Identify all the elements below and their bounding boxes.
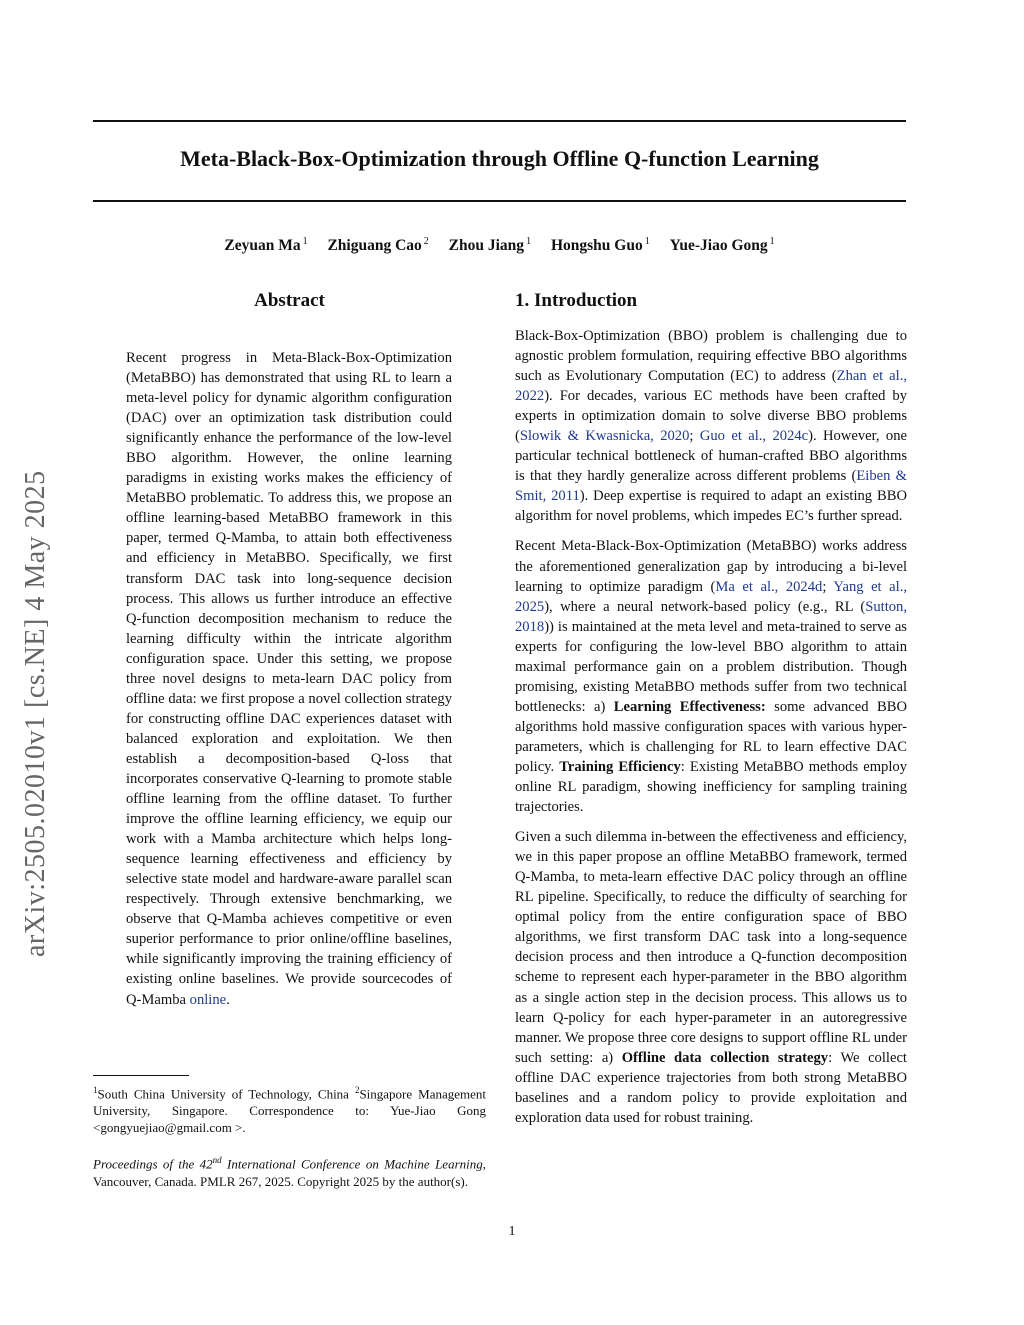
intro-paragraph-3: Given a such dilemma in-between the effectiveness and efficiency, we in this paper propose an offline MetaBBO framework, termed Q-Mamba, to meta-learn effective DAC policy through an offline RL pipeline. Specifically, to reduce the difficulty of searching for optimal policy from the entire configuration space of BBO algorithms, we first transform DAC task into a long-sequence decision process and then introduce a Q-function decomposition scheme to represent each hyper-parameter in the BBO algorithm as a single action step in the decision process. This allows us to learn Q-policy for each hyper-parameter in an autoregressive manner. We propose three core designs to support offline RL under such setting: a) Offline data collection strategy: We collect offline DAC experience trajectories from both strong MetaBBO baselines and a random policy to provide exploitation and exploration data used for robust training. [515,829,907,1126]
citation-link[interactable]: Zhan et al., 2022 [515,368,907,405]
arxiv-identifier-stamp: arXiv:2505.02010v1 [cs.NE] 4 May 2025 [20,470,51,957]
source-code-link[interactable]: online [189,991,227,1008]
citation-link[interactable]: Slowik & Kwasnicka, 2020 [519,428,690,445]
author: Zeyuan Ma $^1$ [224,236,308,255]
citation-link[interactable]: Yang et al., 2025 [515,578,907,615]
page-number: 1 [508,1224,516,1239]
title-rule-bottom [93,200,906,202]
author: Zhiguang Cao $^2$ [327,236,429,255]
citation-link[interactable]: Eiben & Smit, 2011 [515,468,908,505]
right-column [515,290,907,1138]
citation-link[interactable]: Guo et al., 2024c [699,428,809,445]
paper-title: Meta-Black-Box-Optimization through Offline Q-function Learning [180,146,819,171]
introduction-heading: 1. Introduction [515,290,638,311]
citation-link[interactable]: Ma et al., 2024d [715,578,823,595]
footnotes [93,1082,486,1206]
title-rule-top [93,120,906,122]
author-list [93,236,906,255]
footnote-rule [93,1075,189,1076]
author: Hongshu Guo $^1$ [550,236,650,255]
citation-link[interactable]: Sutton, 2018 [515,598,907,635]
proceedings-footnote: Proceedings of the 42nd International Conference on Machine Learning, Vancouver, Canada. PMLR 267, 2025. Copyright 2025 by the author(s). [93,1155,486,1189]
abstract-heading: Abstract [254,290,325,311]
intro-paragraph-2: Recent Meta-Black-Box-Optimization (MetaBBO) works address the aforementioned generalization gap by introducing a bi-level learning to optimize paradigm (Ma et al., 2024d; Yang et al., 2025), where a neural network-based policy (e.g., RL (Sutton, 2018)) is maintained at the meta level and meta-trained to serve as experts for configuring the low-level BBO algorithm to attain maximal performance gain on a problem distribution. Though promising, existing MetaBBO methods suffer from two technical bottlenecks: a) Learning Effectiveness: some advanced BBO algorithms hold massive configuration spaces with various hyper-parameters, which is challenging for RL to learn effective DAC policy. Training Efficiency: Existing MetaBBO methods employ online RL paradigm, showing inefficiency for sampling training trajectories. [515,538,907,816]
author: Yue-Jiao Gong $^1$ [669,236,775,255]
abstract-body: Recent progress in Meta-Black-Box-Optimization (MetaBBO) has demonstrated that using RL to learn a meta-level policy for dynamic algorithm configuration (DAC) over an optimization task distribution could significantly enhance the performance of the low-level BBO algorithm. However, the online learning paradigms in existing works makes the efficiency of MetaBBO problematic. To address this, we propose an offline learning-based MetaBBO framework in this paper, termed Q-Mamba, to attain both effectiveness and efficiency in MetaBBO. Specifically, we first transform DAC task into long-sequence decision process. This allows us further introduce an effective Q-function decomposition mechanism to reduce the learning difficulty within the intricate algorithm configuration space. Under this setting, we propose three novel designs to meta-learn DAC policy from offline data: we first propose a novel collection strategy for constructing offline DAC experiences dataset with balanced exploration and exploitation. We then establish a decomposition-based Q-loss that incorporates conservative Q-learning to promote stable offline learning from the offline dataset. To further improve the offline learning efficiency, we equip our work with a Mamba architecture which helps long-sequence learning effectiveness and efficiency by selective state model and hardware-aware parallel scan respectively. Through extensive benchmarking, we observe that Q-Mamba achieves competitive or even superior performance to prior online/offline baselines, while significantly improving the training efficiency of existing online baselines. We provide sourcecodes of Q-Mamba online. [126,350,452,1008]
intro-paragraph-1: Black-Box-Optimization (BBO) problem is challenging due to agnostic problem formulation, requiring effective BBO algorithms such as Evolutionary Computation (EC) to address (Zhan et al., 2022). For decades, various EC methods have been crafted by experts in optimization domain to solve diverse BBO problems (Slowik & Kwasnicka, 2020; Guo et al., 2024c). However, one particular technical bottleneck of human-crafted BBO algorithms is that they hardly generalize across different problems (Eiben & Smit, 2011). Deep expertise is required to adapt an existing BBO algorithm for novel problems, which impedes EC’s further spread. [515,328,908,525]
affiliation-footnote: $^1$South China University of Technology, China $^2$Singapore Management University, Singapore. Correspondence to: Yue-Jiao Gong <gongyuejiao@gmail.com >. [93,1085,486,1136]
left-column [93,290,486,1010]
author: Zhou Jiang $^1$ [448,236,532,255]
